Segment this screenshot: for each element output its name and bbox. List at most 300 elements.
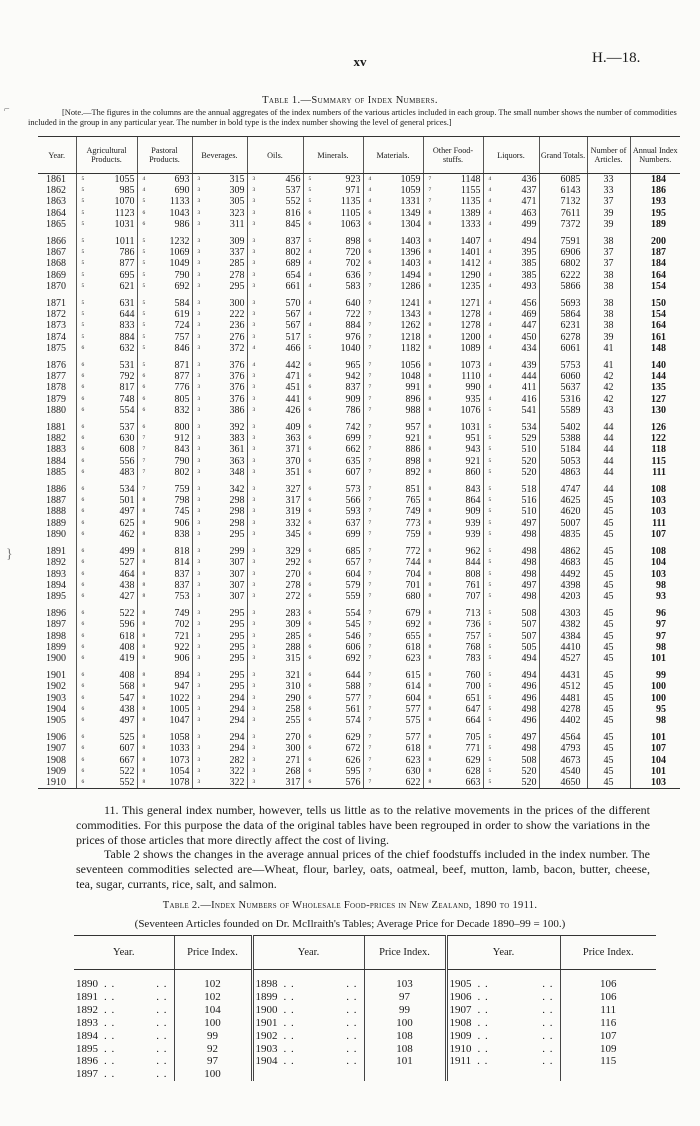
aggregate-value: 236 (229, 320, 245, 332)
commodity-count: 3 (252, 406, 256, 413)
price-index-cell: 97 (174, 1055, 252, 1068)
aggregate-value: 1033 (169, 743, 190, 755)
commodity-count: 8 (428, 209, 432, 216)
group-aggregate-cell (137, 681, 192, 692)
group-aggregate-cell (483, 608, 539, 619)
aggregate-value: 545 (345, 619, 361, 631)
aggregate-value: 520 (521, 765, 537, 777)
group-aggregate-cell (303, 219, 363, 230)
table2-header-row (74, 936, 656, 970)
group-aggregate-cell (363, 766, 423, 777)
group-aggregate-cell (483, 653, 539, 664)
aggregate-value: 498 (521, 528, 537, 540)
aggregate-value: 498 (521, 546, 537, 558)
aggregate-value: 786 (345, 404, 361, 416)
commodity-count: 7 (368, 559, 372, 566)
margin-mark: ⌐ (4, 104, 10, 115)
aggregate-value: 570 (285, 298, 301, 310)
group-aggregate-cell (303, 681, 363, 692)
table2-top-gap (74, 970, 656, 979)
group-aggregate-cell (363, 332, 423, 343)
commodity-count: 7 (368, 716, 372, 723)
aggregate-value: 552 (285, 196, 301, 208)
annual-index-cell: 93 (630, 591, 680, 602)
commodity-count: 6 (81, 610, 85, 617)
commodity-count: 4 (488, 322, 492, 329)
commodity-count: 6 (308, 468, 312, 475)
aggregate-value: 1011 (114, 236, 135, 248)
grand-total-cell: 4564 (539, 732, 587, 743)
commodity-count: 3 (197, 734, 201, 741)
grand-total-cell: 6222 (539, 270, 587, 281)
group-aggregate-cell (483, 518, 539, 529)
commodity-count: 3 (252, 756, 256, 763)
aggregate-value: 742 (345, 422, 361, 434)
aggregate-value: 985 (119, 185, 135, 197)
commodity-count: 4 (488, 373, 492, 380)
commodity-count: 5 (308, 187, 312, 194)
group-aggregate-cell (76, 518, 137, 529)
aggregate-value: 584 (174, 298, 190, 310)
group-aggregate-cell (247, 343, 303, 354)
aggregate-value: 573 (345, 484, 361, 496)
group-aggregate-cell (137, 309, 192, 320)
group-aggregate-cell (76, 569, 137, 580)
year-label: 1910 (449, 1042, 472, 1055)
annual-index-cell: 161 (630, 332, 680, 343)
group-aggregate-cell (137, 755, 192, 766)
article-count-cell: 45 (587, 670, 630, 681)
annual-index-cell: 148 (630, 343, 680, 354)
article-count-cell: 45 (587, 506, 630, 517)
commodity-count: 5 (488, 570, 492, 577)
aggregate-value: 466 (285, 342, 301, 354)
table2-col-header: Year. (74, 936, 174, 970)
commodity-count: 6 (81, 745, 85, 752)
aggregate-value: 450 (521, 331, 537, 343)
aggregate-value: 288 (285, 641, 301, 653)
aggregate-value: 765 (405, 495, 421, 507)
leader-dots: . . (104, 1016, 116, 1029)
aggregate-value: 310 (285, 681, 301, 693)
group-aggregate-cell (423, 371, 483, 382)
group-aggregate-cell (192, 529, 247, 540)
aggregate-value: 436 (521, 174, 537, 185)
commodity-count: 3 (252, 592, 256, 599)
article-count-cell: 45 (587, 569, 630, 580)
aggregate-value: 294 (229, 692, 245, 704)
group-aggregate-cell (192, 433, 247, 444)
group-aggregate-cell (137, 732, 192, 743)
leader-dots: . . (542, 1016, 554, 1029)
aggregate-value: 626 (345, 754, 361, 766)
group-aggregate-cell (192, 557, 247, 568)
group-aggregate-cell (303, 196, 363, 207)
year-cell (446, 1017, 560, 1030)
group-aggregate-cell (363, 777, 423, 789)
aggregate-value: 1110 (461, 371, 481, 383)
table2-body (74, 970, 656, 1082)
aggregate-value: 851 (405, 484, 421, 496)
aggregate-value: 392 (229, 422, 245, 434)
commodity-count: 3 (252, 683, 256, 690)
article-count-cell: 44 (587, 456, 630, 467)
grand-total-cell: 4384 (539, 631, 587, 642)
commodity-count: 3 (252, 643, 256, 650)
commodity-count: 4 (252, 362, 256, 369)
aggregate-value: 295 (229, 630, 245, 642)
aggregate-value: 1286 (400, 280, 421, 292)
table1-row (38, 174, 680, 186)
commodity-count: 3 (197, 643, 201, 650)
leader-dots: . . (542, 990, 554, 1003)
year-cell: 1870 (46, 280, 66, 292)
commodity-count: 6 (308, 683, 312, 690)
group-aggregate-cell (423, 360, 483, 371)
aggregate-value: 567 (285, 320, 301, 332)
commodity-count: 3 (252, 767, 256, 774)
commodity-count: 8 (428, 610, 432, 617)
group-aggregate-cell (137, 405, 192, 416)
group-aggregate-cell (76, 693, 137, 704)
commodity-count: 6 (308, 530, 312, 537)
table1-note: [Note.—The figures in the columns are the annual aggregates of the index numbers of the various articles included in each group. The small number shows the number of commodities included in the group in any particular year. The number in bold type is the index number showing the level of general prices.] (28, 108, 677, 127)
aggregate-value: 294 (229, 743, 245, 755)
commodity-count: 8 (428, 734, 432, 741)
group-aggregate-cell (423, 456, 483, 467)
grand-total-cell: 4650 (539, 777, 587, 789)
grand-total-cell: 6061 (539, 343, 587, 354)
commodity-count: 3 (197, 424, 201, 431)
group-aggregate-cell (137, 777, 192, 789)
group-aggregate-cell (137, 766, 192, 777)
group-aggregate-cell (303, 591, 363, 602)
commodity-count: 3 (197, 362, 201, 369)
aggregate-value: 618 (119, 630, 135, 642)
table1-row (38, 208, 680, 219)
grand-total-cell: 4481 (539, 693, 587, 704)
aggregate-value: 721 (174, 630, 190, 642)
year-label: 1900 (255, 1003, 278, 1016)
aggregate-value: 798 (174, 495, 190, 507)
aggregate-value: 898 (345, 236, 361, 248)
aggregate-value: 294 (229, 732, 245, 744)
commodity-count: 3 (197, 373, 201, 380)
aggregate-value: 496 (521, 681, 537, 693)
group-aggregate-cell (76, 580, 137, 591)
annual-index-cell: 187 (630, 247, 680, 258)
commodity-count: 4 (252, 344, 256, 351)
grand-total-cell: 4747 (539, 484, 587, 495)
leader-dots: . . (346, 1055, 358, 1068)
table1-col-header: Annual Index Numbers. (630, 137, 680, 174)
annual-index-cell: 101 (630, 732, 680, 743)
table2-row (74, 1030, 656, 1043)
year-cell (446, 978, 560, 991)
commodity-count: 6 (308, 220, 312, 227)
commodity-count: 8 (428, 362, 432, 369)
commodity-count: 3 (252, 530, 256, 537)
commodity-count: 7 (368, 734, 372, 741)
commodity-count: 6 (81, 497, 85, 504)
commodity-count: 3 (252, 395, 256, 402)
aggregate-value: 1135 (340, 196, 361, 208)
commodity-count: 3 (197, 344, 201, 351)
commodity-count: 3 (197, 249, 201, 256)
commodity-count: 8 (428, 672, 432, 679)
year-cell: 1884 (46, 455, 66, 467)
group-aggregate-cell (423, 580, 483, 591)
group-aggregate-cell (247, 529, 303, 540)
table1-row (38, 456, 680, 467)
table2-col-header: Price Index. (364, 936, 446, 970)
article-count-cell: 44 (587, 467, 630, 478)
aggregate-value: 1349 (400, 207, 421, 219)
commodity-count: 7 (368, 271, 372, 278)
commodity-count: 4 (488, 249, 492, 256)
commodity-count: 6 (308, 778, 312, 785)
group-aggregate-cell (363, 174, 423, 186)
group-aggregate-cell (363, 591, 423, 602)
table1-col-header: Liquors. (483, 137, 539, 174)
group-aggregate-cell (483, 405, 539, 416)
grand-total-cell: 4278 (539, 704, 587, 715)
commodity-count: 8 (142, 508, 146, 515)
commodity-count: 8 (428, 694, 432, 701)
commodity-count: 3 (197, 176, 201, 182)
year-cell (252, 1055, 364, 1068)
table1-row (38, 715, 680, 726)
group-aggregate-cell (423, 569, 483, 580)
aggregate-value: 522 (119, 608, 135, 620)
aggregate-value: 309 (229, 185, 245, 197)
table1-row (38, 670, 680, 681)
aggregate-value: 427 (119, 590, 135, 602)
group-aggregate-cell (76, 174, 137, 186)
commodity-count: 6 (81, 767, 85, 774)
group-aggregate-cell (76, 506, 137, 517)
grand-total-cell: 4527 (539, 653, 587, 664)
year-cell (446, 1043, 560, 1056)
table1-header-row (38, 137, 680, 174)
article-count-cell: 45 (587, 693, 630, 704)
commodity-count: 7 (368, 282, 372, 289)
price-index-cell: 92 (174, 1043, 252, 1056)
year-cell: 1898 (46, 630, 66, 642)
table1-row (38, 332, 680, 343)
group-aggregate-cell (483, 332, 539, 343)
aggregate-value: 607 (345, 466, 361, 478)
annual-index-cell: 97 (630, 619, 680, 630)
group-aggregate-cell (363, 467, 423, 478)
commodity-count: 6 (308, 643, 312, 650)
aggregate-value: 298 (229, 495, 245, 507)
aggregate-value: 843 (174, 444, 190, 456)
group-aggregate-cell (137, 631, 192, 642)
commodity-count: 7 (368, 767, 372, 774)
price-index-cell: 97 (364, 991, 446, 1004)
aggregate-value: 351 (285, 466, 301, 478)
group-aggregate-cell (192, 608, 247, 619)
commodity-count: 5 (488, 610, 492, 617)
article-count-cell: 43 (587, 405, 630, 416)
commodity-count: 6 (308, 373, 312, 380)
year-cell (252, 1017, 364, 1030)
aggregate-value: 761 (465, 579, 481, 591)
aggregate-value: 559 (345, 590, 361, 602)
aggregate-value: 579 (345, 579, 361, 591)
aggregate-value: 319 (285, 506, 301, 518)
group-aggregate-cell (192, 174, 247, 186)
group-aggregate-cell (76, 371, 137, 382)
group-aggregate-cell (192, 631, 247, 642)
commodity-count: 5 (142, 249, 146, 256)
group-aggregate-cell (192, 670, 247, 681)
commodity-count: 6 (308, 745, 312, 752)
year-cell: 1891 (46, 546, 66, 558)
table1-col-header: Pastoral Products. (137, 137, 192, 174)
group-aggregate-cell (483, 433, 539, 444)
price-index-cell: 99 (364, 1004, 446, 1017)
commodity-count: 5 (308, 198, 312, 205)
aggregate-value: 1058 (169, 732, 190, 744)
aggregate-value: 759 (174, 484, 190, 496)
commodity-count: 6 (81, 672, 85, 679)
leader-dots: . . (542, 1029, 554, 1042)
aggregate-value: 1278 (460, 320, 481, 332)
aggregate-value: 541 (521, 404, 537, 416)
group-aggregate-cell (303, 495, 363, 506)
article-count-cell: 44 (587, 444, 630, 455)
commodity-count: 7 (368, 694, 372, 701)
commodity-count: 3 (197, 548, 201, 555)
group-aggregate-cell (247, 309, 303, 320)
leader-dots: . . (104, 1042, 116, 1055)
group-aggregate-cell (423, 506, 483, 517)
grand-total-cell: 7132 (539, 196, 587, 207)
commodity-count: 6 (81, 530, 85, 537)
price-index-cell: 99 (174, 1030, 252, 1043)
aggregate-value: 546 (345, 630, 361, 642)
aggregate-value: 531 (119, 360, 135, 372)
aggregate-value: 575 (405, 714, 421, 726)
aggregate-value: 299 (229, 546, 245, 558)
table1-col-header: Materials. (363, 137, 423, 174)
commodity-count: 5 (81, 187, 85, 194)
aggregate-value: 295 (229, 681, 245, 693)
aggregate-value: 363 (285, 433, 301, 445)
group-aggregate-cell (303, 619, 363, 630)
aggregate-value: 271 (285, 754, 301, 766)
group-aggregate-cell (303, 715, 363, 726)
aggregate-value: 315 (229, 174, 245, 185)
annual-index-cell: 100 (630, 693, 680, 704)
aggregate-value: 419 (119, 652, 135, 664)
table1-row (38, 681, 680, 692)
table1-row (38, 495, 680, 506)
commodity-count: 8 (428, 271, 432, 278)
commodity-count: 4 (488, 260, 492, 267)
aggregate-value: 625 (119, 517, 135, 529)
year-cell (74, 1030, 174, 1043)
commodity-count: 7 (368, 497, 372, 504)
group-aggregate-cell (192, 270, 247, 281)
aggregate-value: 507 (521, 619, 537, 631)
year-cell: 1864 (46, 207, 66, 219)
commodity-count: 5 (81, 333, 85, 340)
group-aggregate-cell (363, 693, 423, 704)
aggregate-value: 471 (521, 196, 537, 208)
commodity-count: 8 (142, 745, 146, 752)
aggregate-value: 892 (405, 466, 421, 478)
commodity-count: 3 (197, 486, 201, 493)
year-label: 1904 (255, 1055, 278, 1068)
group-aggregate-cell (363, 433, 423, 444)
commodity-count: 4 (488, 300, 492, 307)
commodity-count: 7 (368, 654, 372, 661)
table1-col-header: Number of Articles. (587, 137, 630, 174)
table2-col-header: Year. (252, 936, 364, 970)
aggregate-value: 629 (345, 732, 361, 744)
commodity-count: 3 (197, 220, 201, 227)
aggregate-value: 837 (345, 382, 361, 394)
group-aggregate-cell (483, 208, 539, 219)
group-aggregate-cell (192, 196, 247, 207)
year-cell: 1894 (46, 579, 66, 591)
group-aggregate-cell (76, 495, 137, 506)
grand-total-cell: 4398 (539, 580, 587, 591)
aggregate-value: 701 (405, 579, 421, 591)
group-aggregate-cell (76, 309, 137, 320)
group-aggregate-cell (303, 631, 363, 642)
year-cell: 1890 (46, 528, 66, 540)
commodity-count: 6 (308, 548, 312, 555)
aggregate-value: 408 (119, 641, 135, 653)
aggregate-value: 1403 (400, 258, 421, 270)
aggregate-value: 679 (405, 608, 421, 620)
group-aggregate-cell (483, 506, 539, 517)
group-aggregate-cell (363, 681, 423, 692)
group-aggregate-cell (363, 755, 423, 766)
commodity-count: 6 (81, 362, 85, 369)
commodity-count: 3 (252, 249, 256, 256)
commodity-count: 4 (308, 311, 312, 318)
year-cell: 1899 (46, 641, 66, 653)
annual-index-cell: 107 (630, 743, 680, 754)
aggregate-value: 1043 (169, 207, 190, 219)
commodity-count: 5 (488, 592, 492, 599)
commodity-count: 8 (428, 468, 432, 475)
commodity-count: 8 (428, 406, 432, 413)
aggregate-value: 771 (465, 743, 481, 755)
leader-dots: . . (283, 990, 295, 1003)
aggregate-value: 496 (521, 692, 537, 704)
group-aggregate-cell (76, 546, 137, 557)
aggregate-value: 877 (119, 258, 135, 270)
group-aggregate-cell (363, 196, 423, 207)
group-aggregate-cell (303, 484, 363, 495)
year-label: 1901 (255, 1016, 278, 1029)
aggregate-value: 657 (345, 557, 361, 569)
aggregate-value: 655 (405, 630, 421, 642)
year-cell: 1883 (46, 444, 66, 456)
commodity-count: 5 (81, 271, 85, 278)
commodity-count: 6 (81, 716, 85, 723)
annual-index-cell: 103 (630, 495, 680, 506)
aggregate-value: 832 (174, 404, 190, 416)
commodity-count: 7 (428, 198, 432, 205)
aggregate-value: 525 (119, 732, 135, 744)
